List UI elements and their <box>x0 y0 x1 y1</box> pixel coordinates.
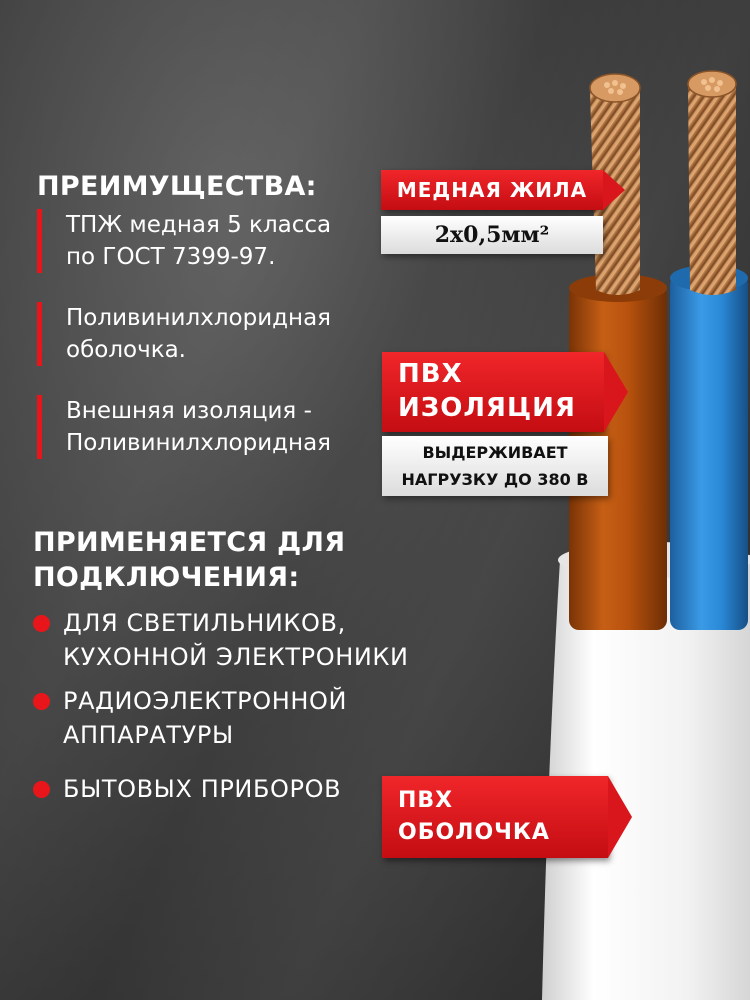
advantage-item <box>37 209 396 273</box>
pvc-sheath-label <box>382 776 608 858</box>
copper-core-label <box>381 170 603 210</box>
advantage-line: по ГОСТ 7399-97. <box>66 244 276 270</box>
application-item <box>33 684 453 752</box>
bullet-dot-icon <box>33 693 50 710</box>
advantage-line: Внешняя изоляция - <box>66 398 312 424</box>
bullet-dot-icon <box>33 615 50 632</box>
core-spec-badge: 2х0,5мм² <box>381 216 603 254</box>
applications-heading-line: ПРИМЕНЯЕТСЯ ДЛЯ <box>33 527 346 558</box>
pvc-sheath-title-line: ПВХ <box>398 788 454 813</box>
advantage-line: Поливинилхлоридная <box>66 305 332 331</box>
applications-heading-line: ПОДКЛЮЧЕНИЯ: <box>33 561 300 593</box>
application-line: РАДИОЭЛЕКТРОННОЙ <box>63 687 348 715</box>
copper-core-right <box>688 72 736 295</box>
application-line: ДЛЯ СВЕТИЛЬНИКОВ, <box>63 609 346 637</box>
pvc-insulation-title-line: ИЗОЛЯЦИЯ <box>398 393 576 423</box>
advantage-line: оболочка. <box>66 337 186 363</box>
voltage-note-badge <box>382 436 608 496</box>
application-line: КУХОННОЙ ЭЛЕКТРОНИКИ <box>63 643 409 671</box>
pvc-insulation-label <box>382 352 604 432</box>
arrow-right-icon <box>604 352 628 432</box>
advantage-item <box>37 302 396 366</box>
advantage-line: ТПЖ медная 5 класса <box>66 212 332 238</box>
advantage-line: Поливинилхлоридная <box>66 430 332 456</box>
advantages-heading: ПРЕИМУЩЕСТВА: <box>37 171 317 202</box>
application-line: БЫТОВЫХ ПРИБОРОВ <box>63 775 342 803</box>
pvc-insulation-title-line: ПВХ <box>398 359 463 389</box>
arrow-right-icon <box>603 170 625 210</box>
application-item <box>33 606 453 674</box>
voltage-note-line: ВЫДЕРЖИВАЕТ <box>422 443 568 462</box>
applications-heading <box>33 526 345 595</box>
copper-end-right <box>688 71 736 97</box>
application-line: АППАРАТУРЫ <box>63 721 234 749</box>
arrow-right-icon <box>608 776 632 858</box>
voltage-note-line: НАГРУЗКУ ДО 380 В <box>401 470 589 489</box>
blue-wire <box>670 275 748 630</box>
advantage-item <box>37 395 396 459</box>
bullet-dot-icon <box>33 781 50 798</box>
pvc-sheath-title-line: ОБОЛОЧКА <box>398 820 550 845</box>
copper-core-title: МЕДНАЯ ЖИЛА <box>396 178 588 202</box>
copper-end-left <box>590 74 640 102</box>
